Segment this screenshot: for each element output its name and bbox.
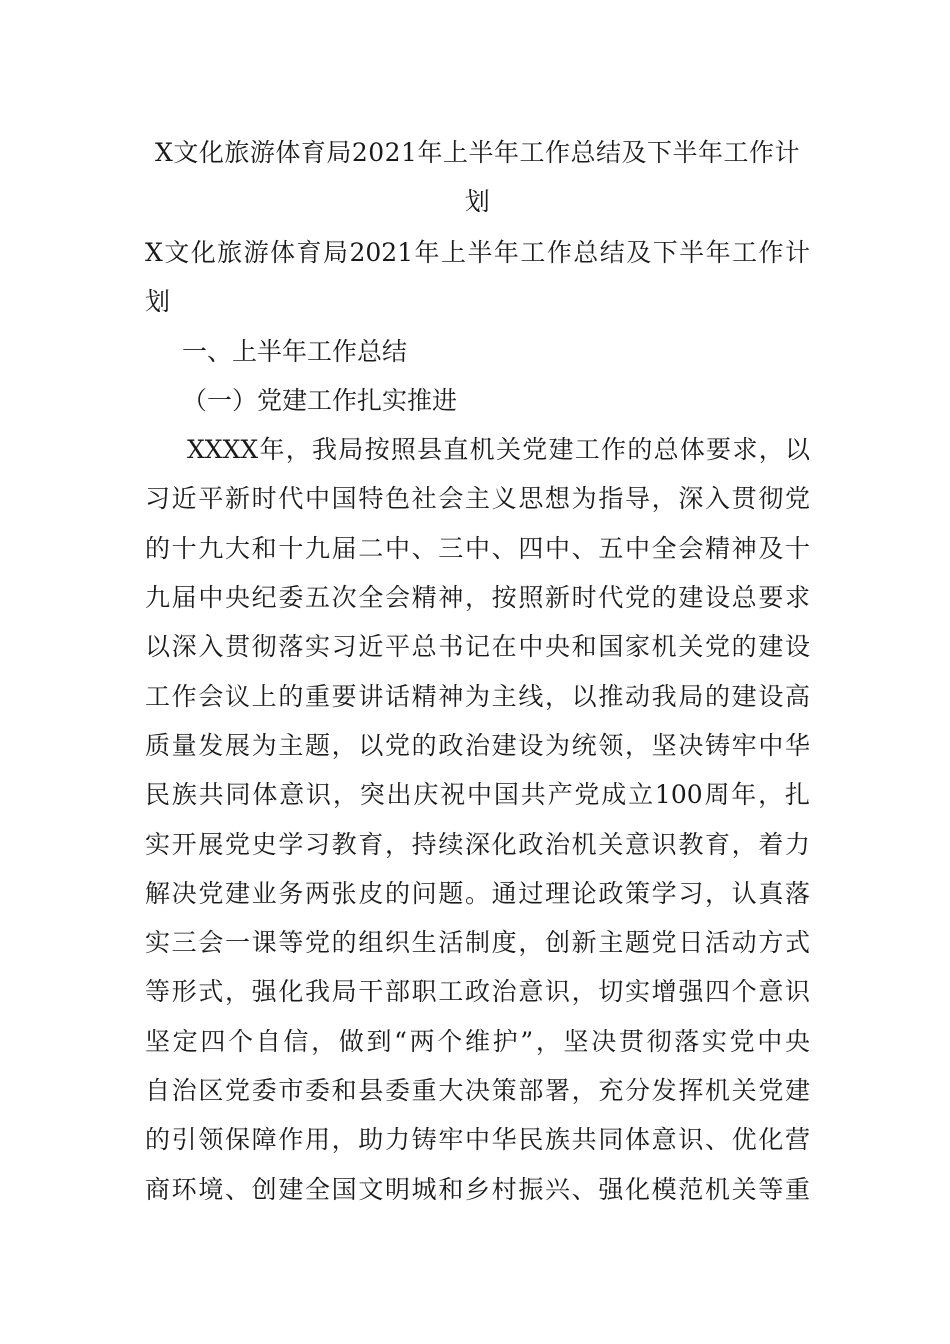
paragraph-line: 工作会议上的重要讲话精神为主线，以推动我局的建设高 — [145, 681, 810, 711]
paragraph-line: 以深入贯彻落实习近平总书记在中央和国家机关党的建设 — [145, 632, 810, 662]
paragraph-line: 九届中央纪委五次全会精神，按照新时代党的建设总要求 — [145, 583, 810, 613]
paragraph-line: 等形式，强化我局干部职工政治意识，切实增强四个意识 — [145, 977, 810, 1007]
paragraph-line: 的引领保障作用，助力铸牢中华民族共同体意识、优化营 — [145, 1125, 810, 1155]
paragraph-line: 实三会一课等党的组织生活制度，创新主题党日活动方式 — [145, 928, 810, 958]
paragraph-line: 坚定四个自信，做到“两个维护”，坚决贯彻落实党中央 — [145, 1026, 810, 1056]
paragraph-line: 民族共同体意识，突出庆祝中国共产党成立100周年，扎 — [145, 780, 810, 810]
paragraph-line: 解决党建业务两张皮的问题。通过理论政策学习，认真落 — [145, 878, 810, 908]
subtitle-line-1: X文化旅游体育局2021年上半年工作总结及下半年工作计 — [145, 238, 810, 267]
document-title — [145, 128, 810, 226]
title-line-2: 划 — [464, 187, 491, 216]
paragraph-line: 习近平新时代中国特色社会主义思想为指导，深入贯彻党 — [145, 484, 810, 514]
paragraph-line: 自治区党委市委和县委重大决策部署，充分发挥机关党建 — [145, 1076, 810, 1106]
title-line-1: X文化旅游体育局2021年上半年工作总结及下半年工作计 — [155, 138, 800, 167]
subtitle-line-2: 划 — [145, 287, 171, 317]
section-heading: 一、上半年工作总结 — [182, 336, 408, 366]
paragraph-line: XXXX年，我局按照县直机关党建工作的总体要求，以 — [187, 435, 810, 465]
subsection-heading: （一）党建工作扎实推进 — [182, 385, 458, 415]
paragraph-line: 的十九大和十九届二中、三中、四中、五中全会精神及十 — [145, 533, 810, 563]
paragraph-line: 质量发展为主题，以党的政治建设为统领，坚决铸牢中华 — [145, 730, 810, 760]
paragraph-line: 商环境、创建全国文明城和乡村振兴、强化模范机关等重 — [145, 1174, 810, 1204]
document-body — [145, 228, 810, 1214]
paragraph-line: 实开展党史学习教育，持续深化政治机关意识教育，着力 — [145, 829, 810, 859]
